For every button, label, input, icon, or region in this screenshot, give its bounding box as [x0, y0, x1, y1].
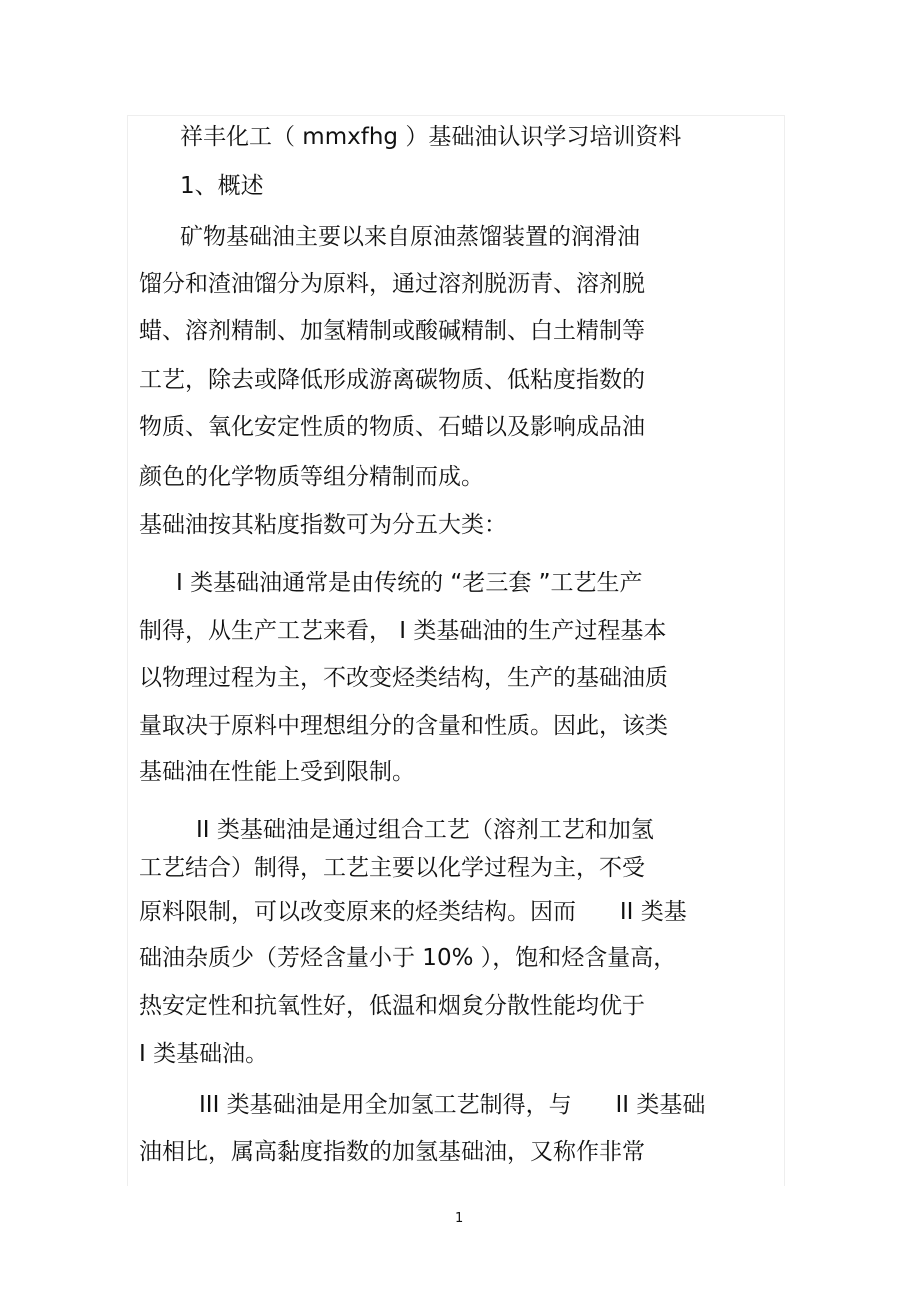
paragraph-line: 蜡、溶剂精制、加氢精制或酸碱精制、白土精制等: [139, 318, 645, 344]
paragraph-line: I 类基础油。: [139, 1041, 269, 1067]
paragraph-line: 制得，从生产工艺来看， I 类基础油的生产过程基本: [139, 618, 667, 644]
paragraph-line: 基础油按其粘度指数可为分五大类：: [139, 512, 507, 538]
paragraph-line: 以物理过程为主，不改变烃类结构，生产的基础油质: [139, 665, 668, 691]
paragraph-line: 原料限制，可以改变原来的烃类结构。因而 II 类基: [139, 899, 687, 925]
page-number: 1: [455, 1211, 464, 1226]
paragraph-line: 热安定性和抗氧性好，低温和烟炱分散性能均优于: [139, 993, 645, 1019]
paragraph-line: 颜色的化学物质等组分精制而成。: [139, 464, 484, 490]
paragraph-line: 量取决于原料中理想组分的含量和性质。因此，该类: [139, 713, 668, 739]
paragraph-line: III 类基础油是用全加氢工艺制得，与 II 类基础: [199, 1092, 706, 1118]
paragraph-line: 工艺结合）制得，工艺主要以化学过程为主，不受: [139, 855, 645, 881]
document-title: 祥丰化工（ mmxfhg ）基础油认识学习培训资料: [180, 124, 682, 150]
paragraph-line: 基础油在性能上受到限制。: [139, 759, 415, 785]
paragraph-line: 工艺，除去或降低形成游离碳物质、低粘度指数的: [139, 367, 645, 393]
paragraph-line: 物质、氧化安定性质的物质、石蜡以及影响成品油: [139, 414, 645, 440]
paragraph-line: 础油杂质少（芳烃含量小于 10% ），饱和烃含量高，: [139, 945, 677, 971]
paragraph-line: 馏分和渣油馏分为原料，通过溶剂脱沥青、溶剂脱: [139, 271, 645, 297]
paragraph-line: 油相比，属高黏度指数的加氢基础油，又称作非常: [139, 1139, 645, 1165]
paragraph-line: 矿物基础油主要以来自原油蒸馏装置的润滑油: [180, 224, 640, 250]
paragraph-line: I 类基础油通常是由传统的 “老三套 ”工艺生产: [176, 570, 643, 596]
paragraph-line: II 类基础油是通过组合工艺（溶剂工艺和加氢: [196, 817, 654, 843]
section-heading: 1、概述: [180, 173, 264, 199]
